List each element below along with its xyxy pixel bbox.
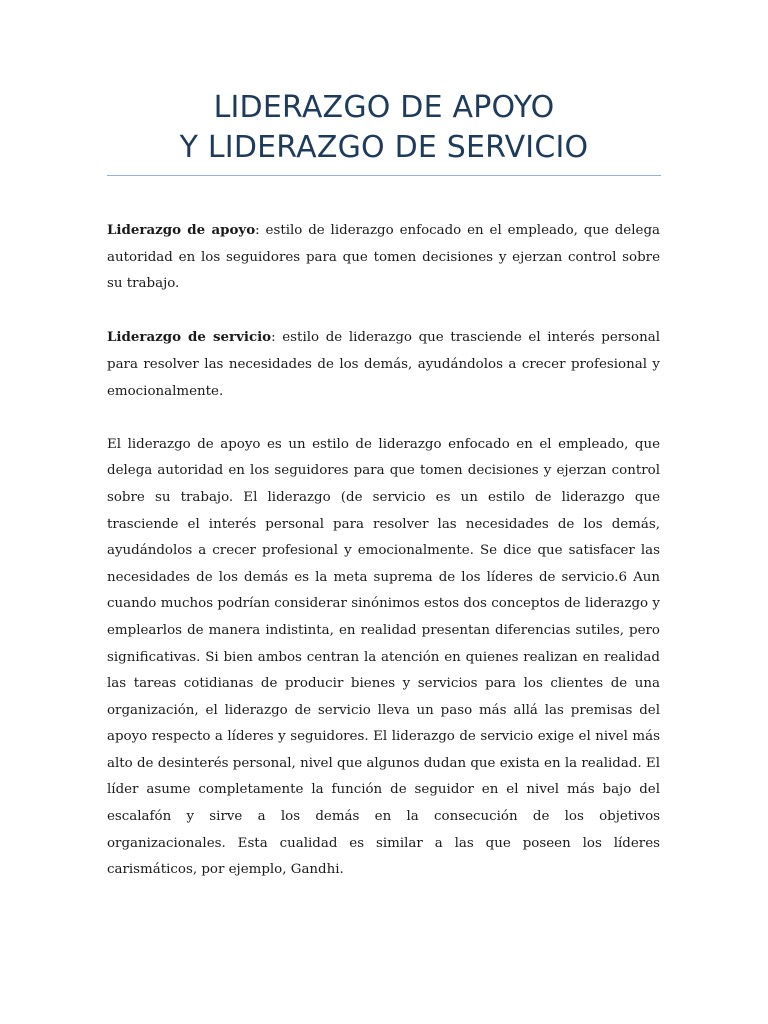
definition-paragraph-servicio [107, 324, 660, 405]
definition-paragraph-apoyo [107, 217, 660, 298]
term-liderazgo-de-servicio: Liderazgo de servicio [107, 329, 272, 346]
document-title [107, 88, 661, 168]
title-line-1: LIDERAZGO DE APOYO [213, 90, 555, 125]
definition-text-apoyo: : estilo de liderazgo enfocado en el empleado, que delega autoridad en los seguidores para que tomen decisiones y ejerzan control sobre su trabajo. [107, 223, 660, 292]
document-body [107, 217, 660, 910]
title-underline [107, 175, 661, 176]
title-line-2: Y LIDERAZGO DE SERVICIO [179, 130, 589, 165]
main-paragraph: El liderazgo de apoyo es un estilo de liderazgo enfocado en el empleado, que delega autoridad en los seguidores para que tomen decisiones y ejerzan control sobre su trabajo. El liderazgo (de servicio es un estilo de liderazgo que trasciende el interés personal para resolver las necesidades de los demás, ayudándolos a crecer profesional y emocionalmente. Se dice que satisfacer las necesidades de los demás es la meta suprema de los líderes de servicio.6 Aun cuando muchos podrían considerar sinónimos estos dos conceptos de liderazgo y emplearlos de manera indistinta, en realidad presentan diferencias sutiles, pero significativas. Si bien ambos centran la atención en quienes realizan en realidad las tareas cotidianas de producir bienes y servicios para los clientes de una organización, el liderazgo de servicio lleva un paso más allá las premisas del apoyo respecto a líderes y seguidores. El liderazgo de servicio exige el nivel más alto de desinterés personal, nivel que algunos dudan que exista en la realidad. El líder asume completamente la función de seguidor en el nivel más bajo del escalafón y sirve a los demás en la consecución de los objetivos organizacionales. Esta cualidad es similar a las que poseen los líderes carismáticos, por ejemplo, Gandhi. [107, 436, 660, 878]
definition-text-servicio: : estilo de liderazgo que trasciende el interés personal para resolver las necesidades de los demás, ayudándolos a crecer profesional y emocionalmente. [107, 330, 660, 399]
term-liderazgo-de-apoyo: Liderazgo de apoyo [107, 222, 256, 238]
